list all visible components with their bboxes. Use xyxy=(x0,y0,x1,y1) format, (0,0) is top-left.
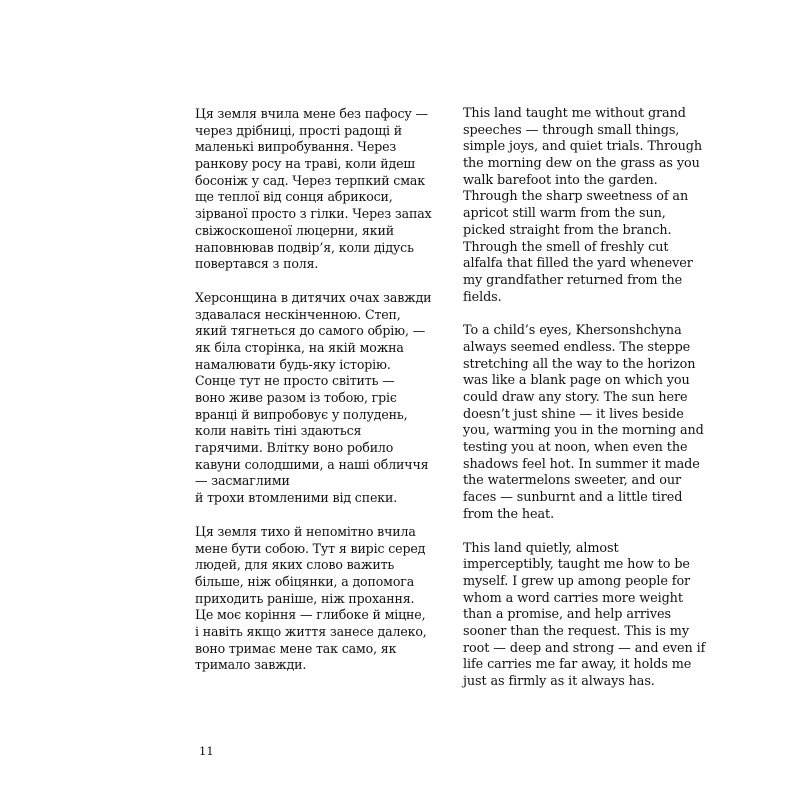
text-line: ранкову росу на траві, коли йдеш xyxy=(195,156,415,172)
ukrainian-paragraph-2 xyxy=(195,290,435,507)
text-line: через дрібниці, прості радощі й xyxy=(195,122,402,138)
text-line: босоніж у сад. Через терпкий смак xyxy=(195,172,425,188)
text-line: і навіть якщо життя занесе далеко, xyxy=(195,623,427,639)
text-line: приходить раніше, ніж прохання. xyxy=(195,590,415,606)
text-line: зірваної просто з гілки. Через запах xyxy=(195,206,432,222)
text-line: гарячими. Влітку воно робило xyxy=(195,440,394,456)
ukrainian-paragraph-1 xyxy=(195,106,435,273)
text-line: людей, для яких слово важить xyxy=(195,557,395,573)
english-paragraph-1 xyxy=(463,106,703,306)
text-line: could draw any story. The sun here xyxy=(463,390,688,405)
text-line: повертався з поля. xyxy=(195,256,319,272)
text-line: коли навіть тіні здаються xyxy=(195,423,362,439)
text-line: the watermelons sweeter, and our xyxy=(463,473,682,489)
text-line: як біла сторінка, на якій можна xyxy=(195,339,404,355)
text-line: stretching all the way to the horizon xyxy=(463,356,696,372)
text-line: — засмаглими xyxy=(195,473,290,489)
english-paragraph-2 xyxy=(463,323,703,523)
text-line: root — deep and strong — and even if xyxy=(463,640,706,656)
text-line: й трохи втомленими від спеки. xyxy=(195,490,398,506)
text-line: ще теплої від сонця абрикоси, xyxy=(195,189,393,205)
text-line: alfalfa that filled the yard whenever xyxy=(463,256,693,272)
text-line: To a child’s eyes, Khersonshchyna xyxy=(463,323,682,339)
text-line: whom a word carries more weight xyxy=(463,590,683,606)
text-line: speeches — through small things, xyxy=(463,122,680,138)
text-line: більше, ніж обіцянки, а допомога xyxy=(195,573,415,589)
english-paragraph-3 xyxy=(463,540,706,691)
text-line: воно тримає мене так само, як xyxy=(195,640,397,656)
text-line: always seemed endless. The steppe xyxy=(463,339,691,355)
text-line: the morning dew on the grass as you xyxy=(463,156,700,172)
text-line: testing you at noon, when even the xyxy=(463,440,688,456)
text-line: imperceptibly, taught me how to be xyxy=(463,557,690,573)
text-line: shadows feel hot. In summer it made xyxy=(463,456,700,472)
text-line: than a promise, and help arrives xyxy=(463,607,671,623)
text-line: маленькі випробування. Через xyxy=(195,139,397,155)
text-line: свіжоскошеної люцерни, який xyxy=(195,222,394,238)
text-line: який тягнеться до самого обрію, — xyxy=(195,323,426,339)
text-line: picked straight from the branch. xyxy=(463,222,672,238)
english-text-column xyxy=(463,106,706,708)
text-line: Сонце тут не просто світить — xyxy=(195,373,395,389)
text-line: Херсонщина в дитячих очах завжди xyxy=(195,289,432,305)
text-line: life carries me far away, it holds me xyxy=(463,657,692,673)
text-line: Ця земля тихо й непомітно вчила xyxy=(195,523,416,539)
text-line: Through the sharp sweetness of an xyxy=(463,189,689,205)
text-line: was like a blank page on which you xyxy=(463,373,690,389)
text-line: мене бути собою. Тут я виріс серед xyxy=(195,540,426,556)
text-line: Це моє коріння — глибоке й міцне, xyxy=(195,607,426,623)
text-line: кавуни солодшими, а наші обличчя xyxy=(195,456,429,472)
text-line: тримало завжди. xyxy=(195,657,307,673)
text-line: вранці й випробовує у полудень, xyxy=(195,406,408,422)
text-line: воно живе разом із тобою, гріє xyxy=(195,390,397,405)
ukrainian-text-column xyxy=(195,106,435,691)
text-line: здавалася нескінченною. Степ, xyxy=(195,306,401,322)
text-line: walk barefoot into the garden. xyxy=(463,172,658,188)
text-line: you, warming you in the morning and xyxy=(463,423,704,439)
text-line: doesn’t just shine — it lives beside xyxy=(463,406,684,422)
text-line: just as firmly as it always has. xyxy=(463,674,655,689)
page-number: 11 xyxy=(199,744,214,758)
text-line: myself. I grew up among people for xyxy=(463,573,691,589)
text-line: simple joys, and quiet trials. Through xyxy=(463,139,703,155)
text-line: This land taught me without grand xyxy=(463,106,686,121)
text-line: apricot still warm from the sun, xyxy=(463,206,666,222)
text-line: намалювати будь-яку історію. xyxy=(195,356,391,372)
text-line: sooner than the request. This is my xyxy=(463,623,689,639)
text-line: This land quietly, almost xyxy=(463,540,619,556)
text-line: Through the smell of freshly cut xyxy=(463,239,669,255)
text-line: наповнював подвір’я, коли дідусь xyxy=(195,239,414,255)
text-line: my grandfather returned from the xyxy=(463,272,683,288)
text-line: Ця земля вчила мене без пафосу — xyxy=(195,106,428,121)
text-line: faces — sunburnt and a little tired xyxy=(463,490,683,506)
ukrainian-paragraph-3 xyxy=(195,524,435,674)
text-line: fields. xyxy=(463,289,502,305)
text-line: from the heat. xyxy=(463,506,555,522)
